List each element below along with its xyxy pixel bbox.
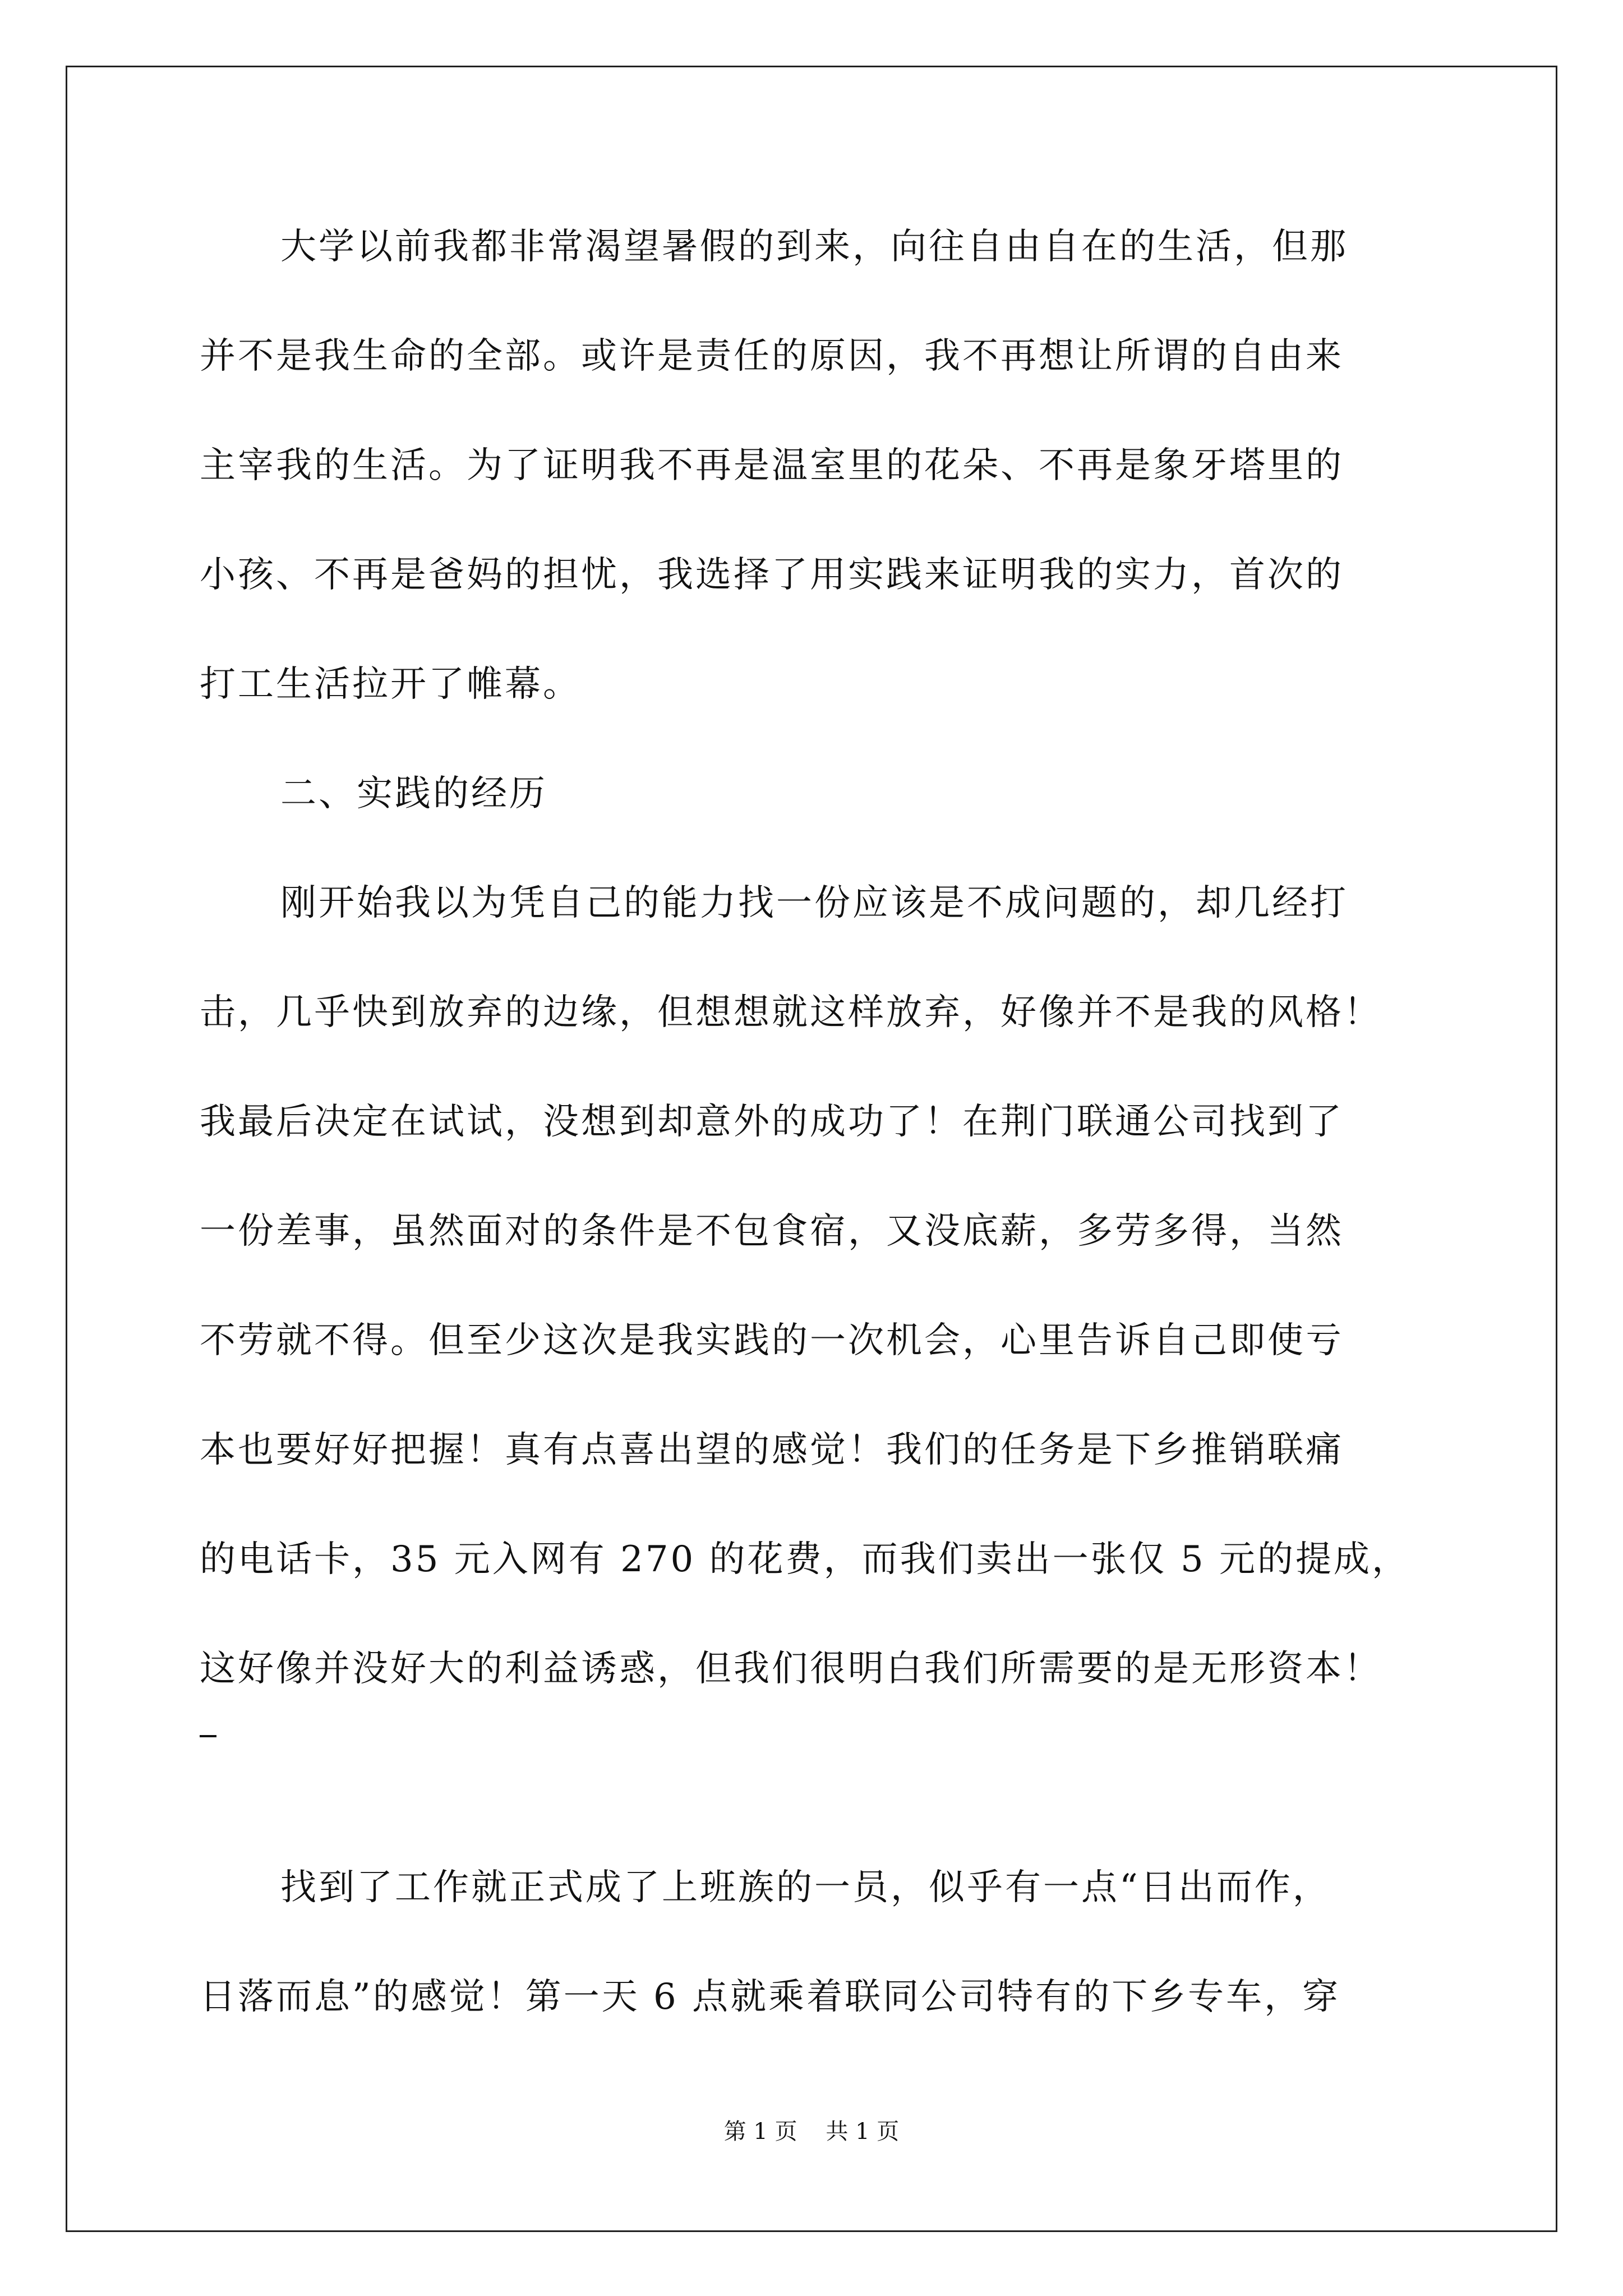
paragraph-line: 打工生活拉开了帷幕。 (200, 664, 581, 705)
section-heading: 二、实践的经历 (280, 773, 547, 815)
underscore-mark (200, 1735, 216, 1737)
paragraph-line: 并不是我生命的全部。或许是责任的原因，我不再想让所谓的自由来 (200, 335, 1344, 377)
paragraph-line: 不劳就不得。但至少这次是我实践的一次机会，心里告诉自己即使亏 (200, 1320, 1344, 1361)
paragraph-line: 击，几乎快到放弃的边缘，但想想就这样放弃，好像并不是我的风格！ (200, 992, 1382, 1033)
paragraph-line: 主宰我的生活。为了证明我不再是温室里的花朵、不再是象牙塔里的 (200, 445, 1344, 486)
paragraph-line: 的电话卡，35 元入网有 270 的花费，而我们卖出一张仅 5 元的提成， (200, 1539, 1410, 1580)
paragraph-line: 日落而息”的感觉！第一天 6 点就乘着联同公司特有的下乡专车，穿 (200, 1976, 1341, 2018)
paragraph-line: 找到了工作就正式成了上班族的一员，似乎有一点“日出而作， (280, 1867, 1331, 1908)
paragraph-line: 刚开始我以为凭自己的能力找一份应该是不成问题的，却几经打 (280, 882, 1348, 924)
paragraph-line: 小孩、不再是爸妈的担忧，我选择了用实践来证明我的实力，首次的 (200, 554, 1344, 596)
paragraph-line: 大学以前我都非常渴望暑假的到来，向往自由自在的生活，但那 (280, 226, 1348, 268)
paragraph-line: 这好像并没好大的利益诱惑，但我们很明白我们所需要的是无形资本！ (200, 1648, 1382, 1690)
paragraph-line: 一份差事，虽然面对的条件是不包食宿，又没底薪，多劳多得，当然 (200, 1211, 1344, 1252)
paragraph-line: 本也要好好把握！真有点喜出望的感觉！我们的任务是下乡推销联痛 (200, 1429, 1344, 1471)
paragraph-line: 我最后决定在试试，没想到却意外的成功了！在荆门联通公司找到了 (200, 1101, 1344, 1143)
page-number-footer: 第 1 页 共 1 页 (723, 2119, 900, 2145)
